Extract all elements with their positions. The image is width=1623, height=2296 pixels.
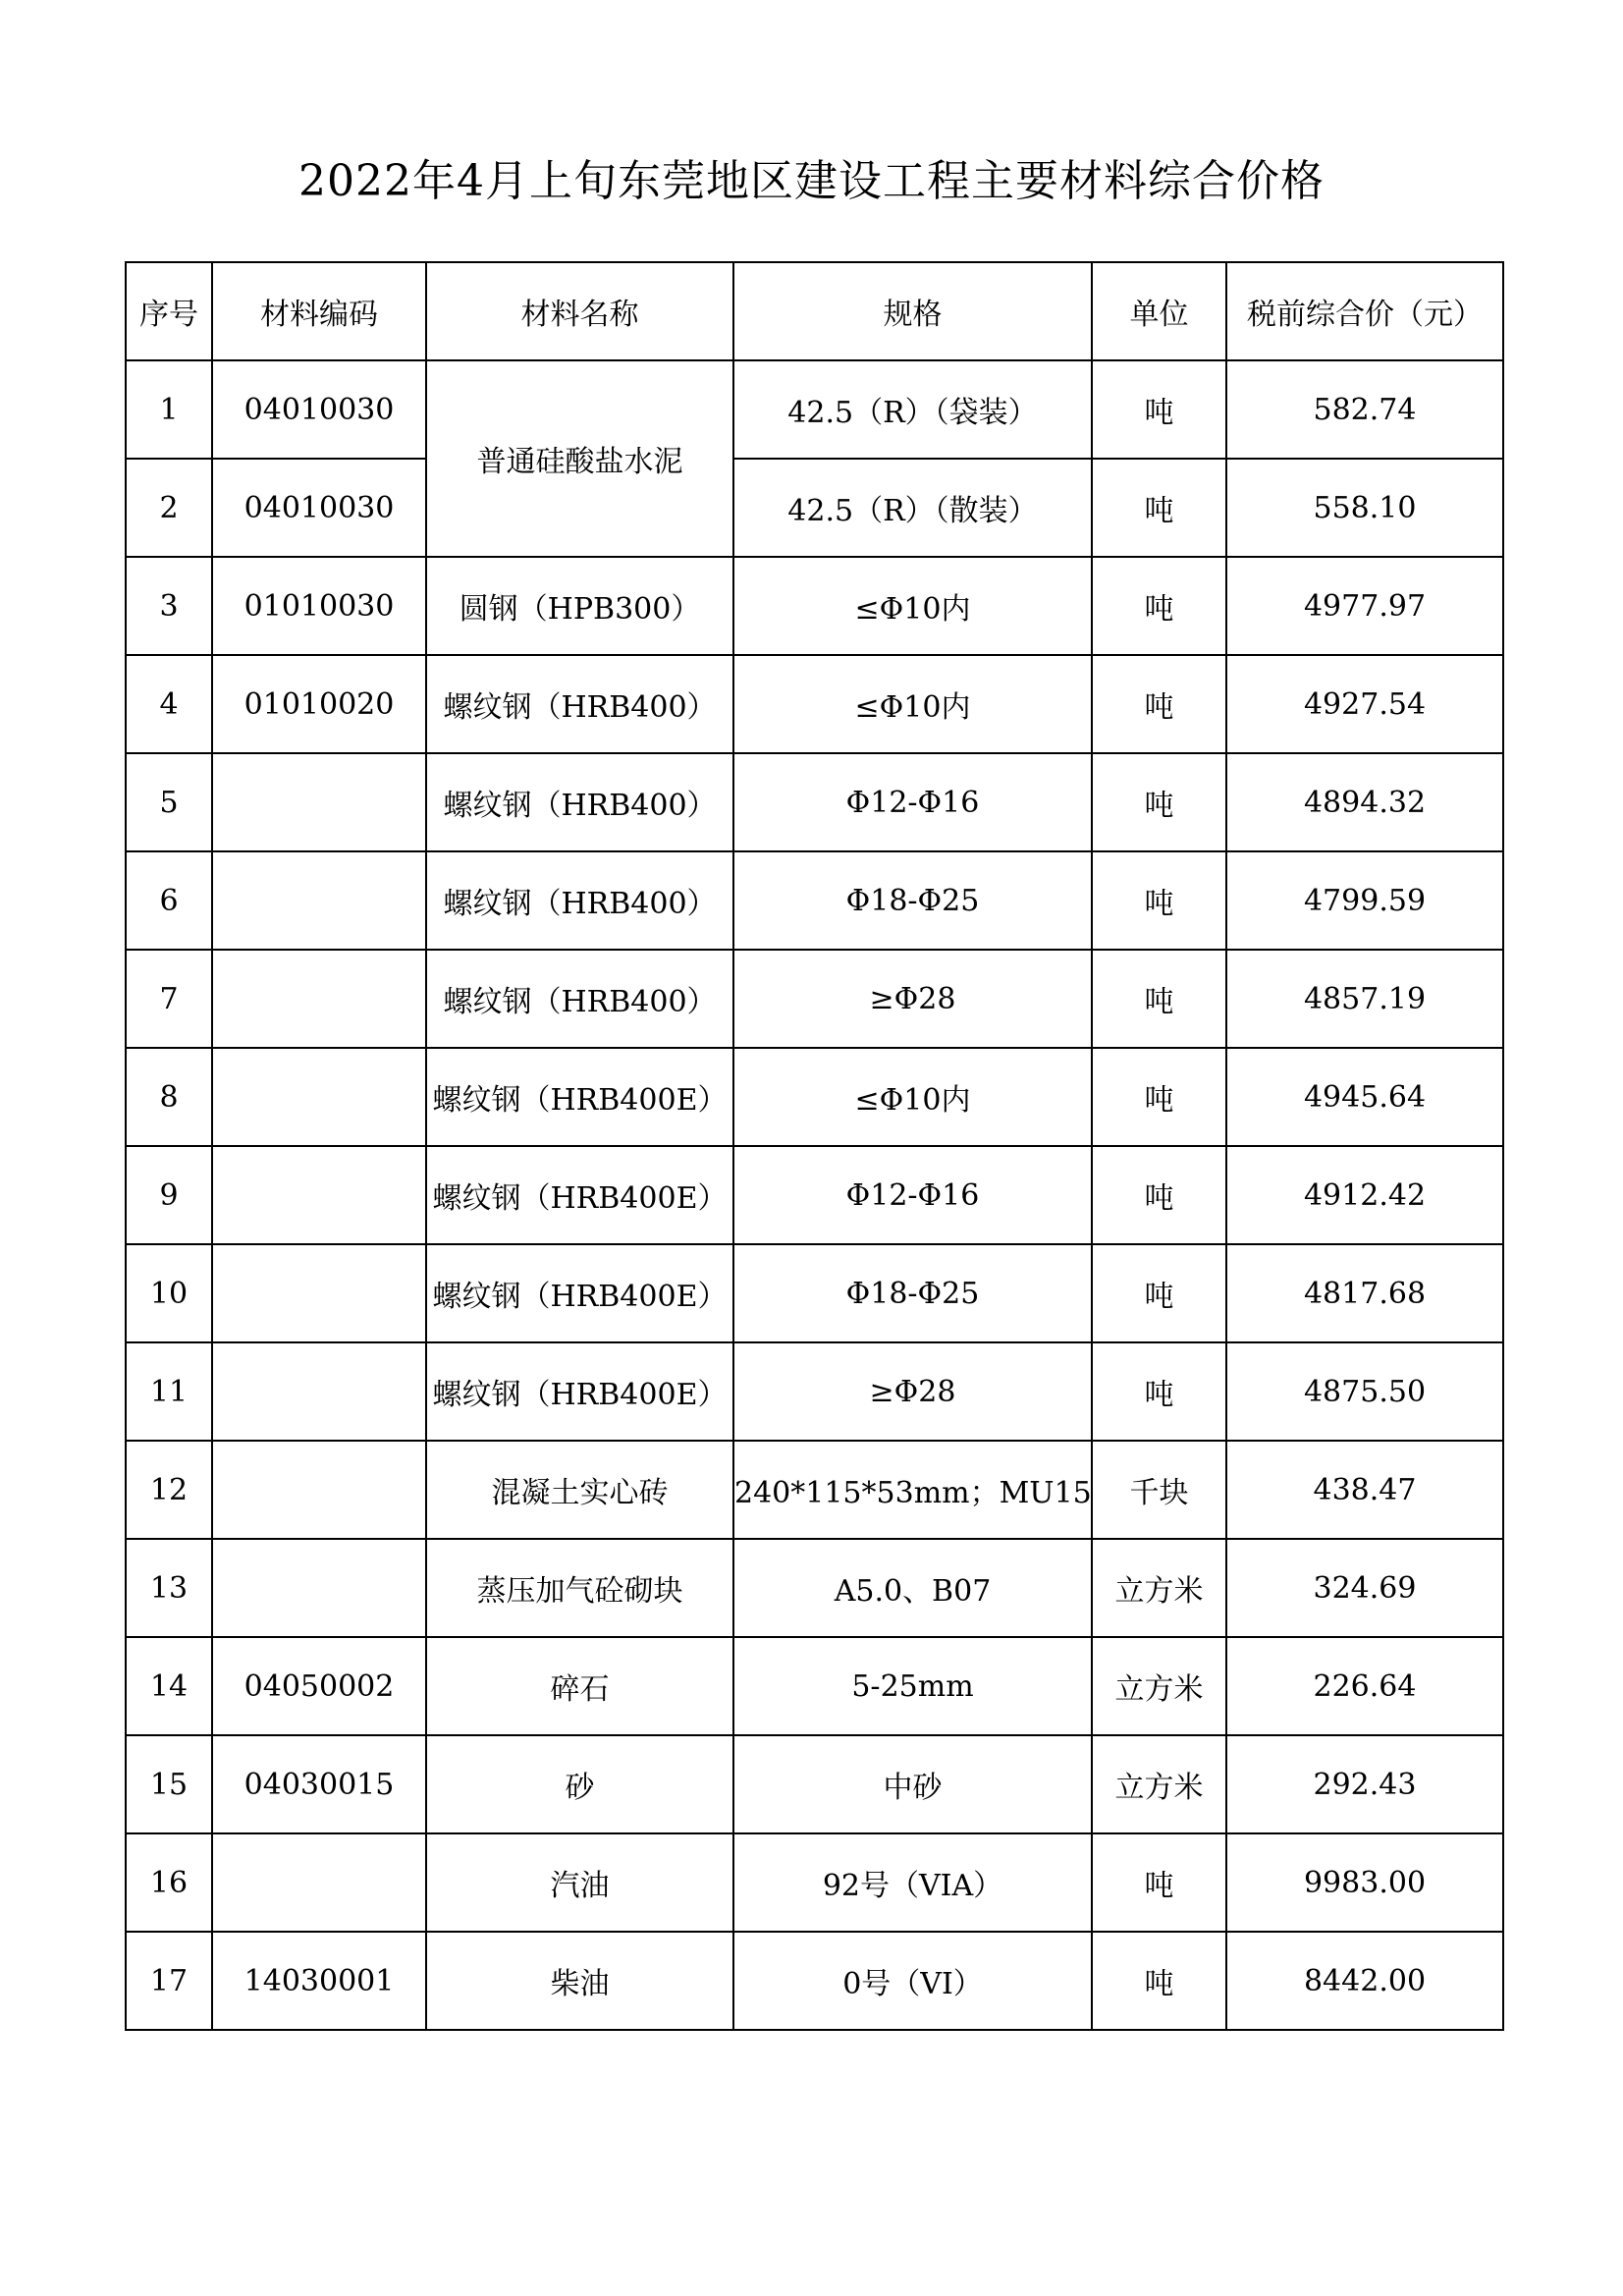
name-cell: 螺纹钢（HRB400） <box>426 950 733 1048</box>
table-row <box>126 1342 1503 1441</box>
price-cell: 4977.97 <box>1226 557 1503 655</box>
price-cell: 226.64 <box>1226 1637 1503 1735</box>
table-row <box>126 459 1503 557</box>
seq-cell: 8 <box>126 1048 212 1146</box>
spec-cell: 中砂 <box>733 1735 1092 1833</box>
header-cell: 单位 <box>1092 262 1226 360</box>
price-cell: 4894.32 <box>1226 753 1503 851</box>
table-row <box>126 1637 1503 1735</box>
table-row <box>126 1539 1503 1637</box>
seq-cell: 6 <box>126 851 212 950</box>
table-row <box>126 1244 1503 1342</box>
spec-cell: Φ12-Φ16 <box>733 1146 1092 1244</box>
price-cell: 4912.42 <box>1226 1146 1503 1244</box>
code-cell: 01010020 <box>212 655 426 753</box>
seq-cell: 12 <box>126 1441 212 1539</box>
unit-cell: 吨 <box>1092 557 1226 655</box>
unit-cell: 吨 <box>1092 360 1226 459</box>
table-row <box>126 1146 1503 1244</box>
spec-cell: 42.5（R）（散装） <box>733 459 1092 557</box>
name-cell: 普通硅酸盐水泥 <box>426 360 733 557</box>
seq-cell: 13 <box>126 1539 212 1637</box>
price-cell: 4857.19 <box>1226 950 1503 1048</box>
name-cell: 螺纹钢（HRB400E） <box>426 1342 733 1441</box>
header-cell: 序号 <box>126 262 212 360</box>
table-row <box>126 1441 1503 1539</box>
price-cell: 438.47 <box>1226 1441 1503 1539</box>
spec-cell: ≥Φ28 <box>733 1342 1092 1441</box>
spec-cell: ≤Φ10内 <box>733 557 1092 655</box>
price-cell: 4927.54 <box>1226 655 1503 753</box>
unit-cell: 吨 <box>1092 1932 1226 2030</box>
price-cell: 4817.68 <box>1226 1244 1503 1342</box>
price-cell: 324.69 <box>1226 1539 1503 1637</box>
unit-cell: 吨 <box>1092 1146 1226 1244</box>
spec-cell: 0号（VI） <box>733 1932 1092 2030</box>
name-cell: 汽油 <box>426 1833 733 1932</box>
spec-cell: 240*115*53mm；MU15 <box>733 1441 1092 1539</box>
table-row <box>126 1833 1503 1932</box>
spec-cell: Φ12-Φ16 <box>733 753 1092 851</box>
seq-cell: 10 <box>126 1244 212 1342</box>
code-cell <box>212 1342 426 1441</box>
code-cell <box>212 1244 426 1342</box>
name-cell: 蒸压加气砼砌块 <box>426 1539 733 1637</box>
unit-cell: 吨 <box>1092 1048 1226 1146</box>
seq-cell: 14 <box>126 1637 212 1735</box>
price-cell: 4875.50 <box>1226 1342 1503 1441</box>
unit-cell: 立方米 <box>1092 1539 1226 1637</box>
spec-cell: 92号（VIA） <box>733 1833 1092 1932</box>
seq-cell: 17 <box>126 1932 212 2030</box>
page-title: 2022年4月上旬东莞地区建设工程主要材料综合价格 <box>298 156 1325 206</box>
code-cell: 01010030 <box>212 557 426 655</box>
unit-cell: 吨 <box>1092 1244 1226 1342</box>
spec-cell: A5.0、B07 <box>733 1539 1092 1637</box>
table-row <box>126 1048 1503 1146</box>
seq-cell: 5 <box>126 753 212 851</box>
seq-cell: 15 <box>126 1735 212 1833</box>
unit-cell: 吨 <box>1092 950 1226 1048</box>
code-cell <box>212 851 426 950</box>
spec-cell: 42.5（R）（袋装） <box>733 360 1092 459</box>
price-cell: 9983.00 <box>1226 1833 1503 1932</box>
name-cell: 螺纹钢（HRB400） <box>426 851 733 950</box>
name-cell: 螺纹钢（HRB400） <box>426 753 733 851</box>
table-body <box>126 360 1503 2030</box>
header-cell: 材料编码 <box>212 262 426 360</box>
name-cell: 混凝土实心砖 <box>426 1441 733 1539</box>
price-table <box>125 261 1504 2031</box>
unit-cell: 吨 <box>1092 1833 1226 1932</box>
name-cell: 螺纹钢（HRB400E） <box>426 1244 733 1342</box>
name-cell: 螺纹钢（HRB400E） <box>426 1146 733 1244</box>
code-cell: 04010030 <box>212 360 426 459</box>
code-cell <box>212 1048 426 1146</box>
code-cell: 04050002 <box>212 1637 426 1735</box>
price-cell: 292.43 <box>1226 1735 1503 1833</box>
seq-cell: 4 <box>126 655 212 753</box>
code-cell <box>212 1146 426 1244</box>
seq-cell: 9 <box>126 1146 212 1244</box>
price-cell: 4945.64 <box>1226 1048 1503 1146</box>
name-cell: 螺纹钢（HRB400E） <box>426 1048 733 1146</box>
seq-cell: 16 <box>126 1833 212 1932</box>
code-cell: 04010030 <box>212 459 426 557</box>
seq-cell: 2 <box>126 459 212 557</box>
unit-cell: 吨 <box>1092 851 1226 950</box>
table-header-row <box>126 262 1503 360</box>
price-cell: 4799.59 <box>1226 851 1503 950</box>
header-cell: 税前综合价（元） <box>1226 262 1503 360</box>
table-row <box>126 360 1503 459</box>
unit-cell: 立方米 <box>1092 1735 1226 1833</box>
price-cell: 558.10 <box>1226 459 1503 557</box>
code-cell <box>212 1539 426 1637</box>
code-cell <box>212 1441 426 1539</box>
table-row <box>126 1932 1503 2030</box>
name-cell: 柴油 <box>426 1932 733 2030</box>
unit-cell: 千块 <box>1092 1441 1226 1539</box>
name-cell: 螺纹钢（HRB400） <box>426 655 733 753</box>
code-cell <box>212 1833 426 1932</box>
seq-cell: 11 <box>126 1342 212 1441</box>
unit-cell: 吨 <box>1092 1342 1226 1441</box>
code-cell <box>212 950 426 1048</box>
table-row <box>126 1735 1503 1833</box>
name-cell: 碎石 <box>426 1637 733 1735</box>
name-cell: 砂 <box>426 1735 733 1833</box>
code-cell: 04030015 <box>212 1735 426 1833</box>
unit-cell: 吨 <box>1092 753 1226 851</box>
unit-cell: 立方米 <box>1092 1637 1226 1735</box>
code-cell: 14030001 <box>212 1932 426 2030</box>
spec-cell: ≥Φ28 <box>733 950 1092 1048</box>
header-cell: 规格 <box>733 262 1092 360</box>
spec-cell: Φ18-Φ25 <box>733 1244 1092 1342</box>
price-cell: 582.74 <box>1226 360 1503 459</box>
code-cell <box>212 753 426 851</box>
table-row <box>126 851 1503 950</box>
table-row <box>126 753 1503 851</box>
unit-cell: 吨 <box>1092 655 1226 753</box>
spec-cell: ≤Φ10内 <box>733 655 1092 753</box>
spec-cell: 5-25mm <box>733 1637 1092 1735</box>
seq-cell: 3 <box>126 557 212 655</box>
table-row <box>126 557 1503 655</box>
header-cell: 材料名称 <box>426 262 733 360</box>
table-row <box>126 655 1503 753</box>
seq-cell: 1 <box>126 360 212 459</box>
price-cell: 8442.00 <box>1226 1932 1503 2030</box>
spec-cell: ≤Φ10内 <box>733 1048 1092 1146</box>
name-cell: 圆钢（HPB300） <box>426 557 733 655</box>
spec-cell: Φ18-Φ25 <box>733 851 1092 950</box>
unit-cell: 吨 <box>1092 459 1226 557</box>
table-row <box>126 950 1503 1048</box>
seq-cell: 7 <box>126 950 212 1048</box>
